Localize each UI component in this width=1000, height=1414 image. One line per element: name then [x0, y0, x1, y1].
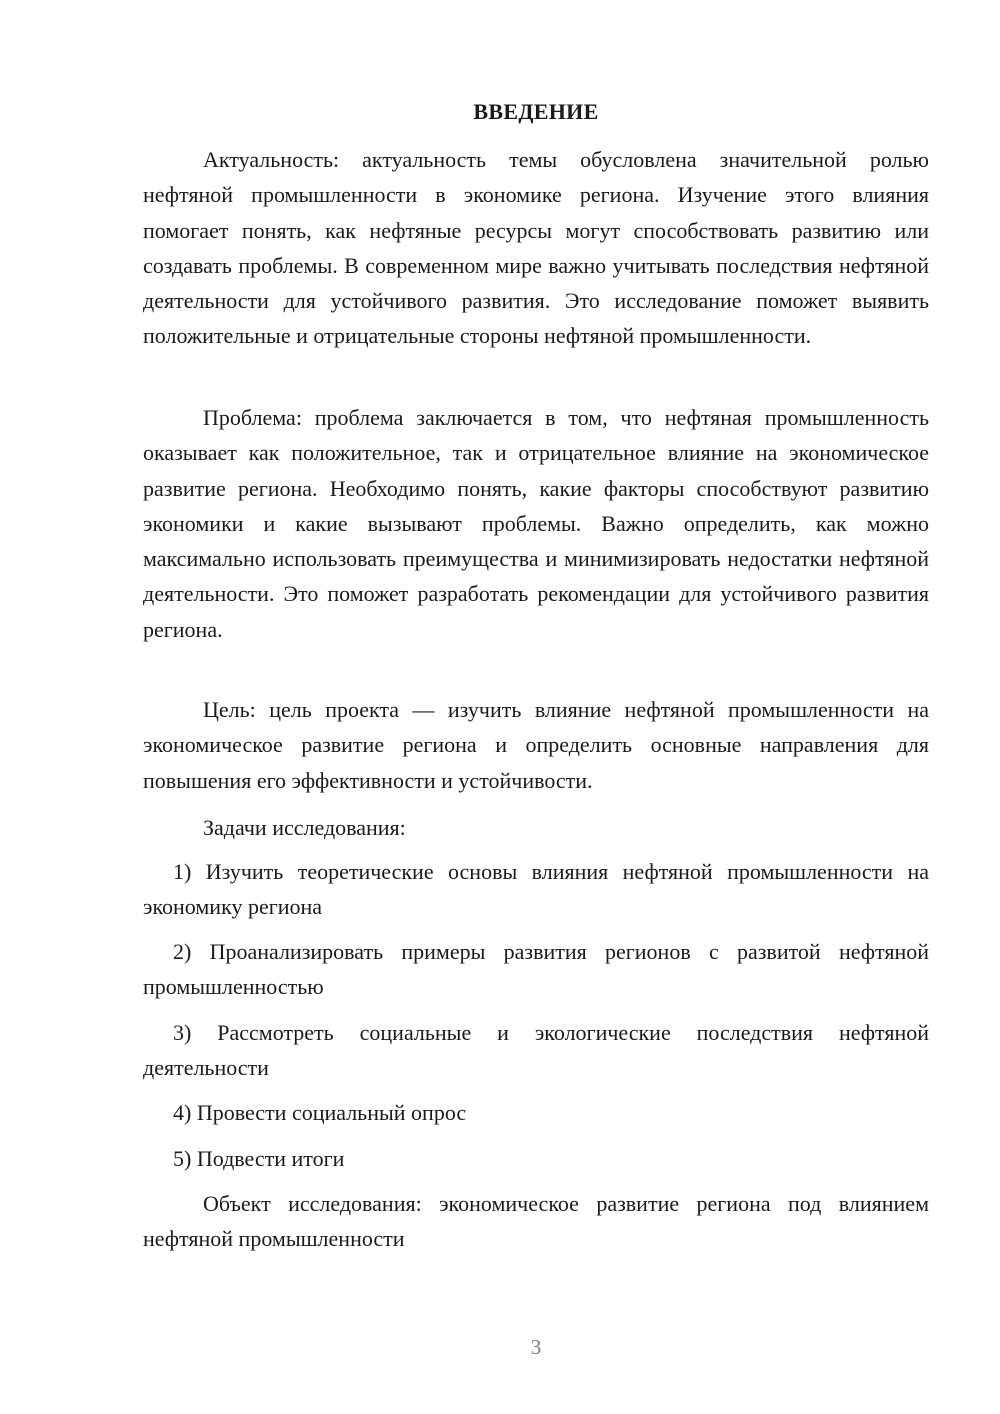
task-item-1: 1) Изучить теоретические основы влияния нефтяной промышленности на экономику региона	[143, 859, 929, 920]
page-number: 3	[530, 1335, 542, 1359]
paragraph-tasks-heading: Задачи исследования:	[203, 815, 406, 840]
section-title: ВВЕДЕНИЕ	[473, 99, 599, 124]
paragraph-goal: Цель: цель проекта — изучить влияние нефтяной промышленности на экономическое развитие региона и определить основные направления для повышения его эффективности и устойчивости.	[143, 697, 929, 793]
task-item-4: 4) Провести социальный опрос	[173, 1100, 467, 1125]
task-item-5: 5) Подвести итоги	[173, 1146, 345, 1171]
paragraph-relevance: Актуальность: актуальность темы обусловлена значительной ролью нефтяной промышленности в экономике региона. Изучение этого влияния помогает понять, как нефтяные ресурсы могут способствовать развитию или создавать проблемы. В современном мире важно учитывать последствия нефтяной деятельности для устойчивого развития. Это исследование поможет выявить положительные и отрицательные стороны нефтяной промышленности.	[143, 147, 929, 349]
task-item-2: 2) Проанализировать примеры развития регионов с развитой нефтяной промышленностью	[143, 939, 929, 1000]
paragraph-research-object: Объект исследования: экономическое развитие региона под влиянием нефтяной промышленности	[143, 1191, 929, 1252]
paragraph-problem: Проблема: проблема заключается в том, что нефтяная промышленность оказывает как положительное, так и отрицательное влияние на экономическое развитие региона. Необходимо понять, какие факторы способствуют развитию экономики и какие вызывают проблемы. Важно определить, как можно максимально использовать преимущества и минимизировать недостатки нефтяной деятельности. Это поможет разработать рекомендации для устойчивого развития региона.	[143, 405, 929, 642]
task-item-3: 3) Рассмотреть социальные и экологические последствия нефтяной деятельности	[143, 1020, 929, 1081]
